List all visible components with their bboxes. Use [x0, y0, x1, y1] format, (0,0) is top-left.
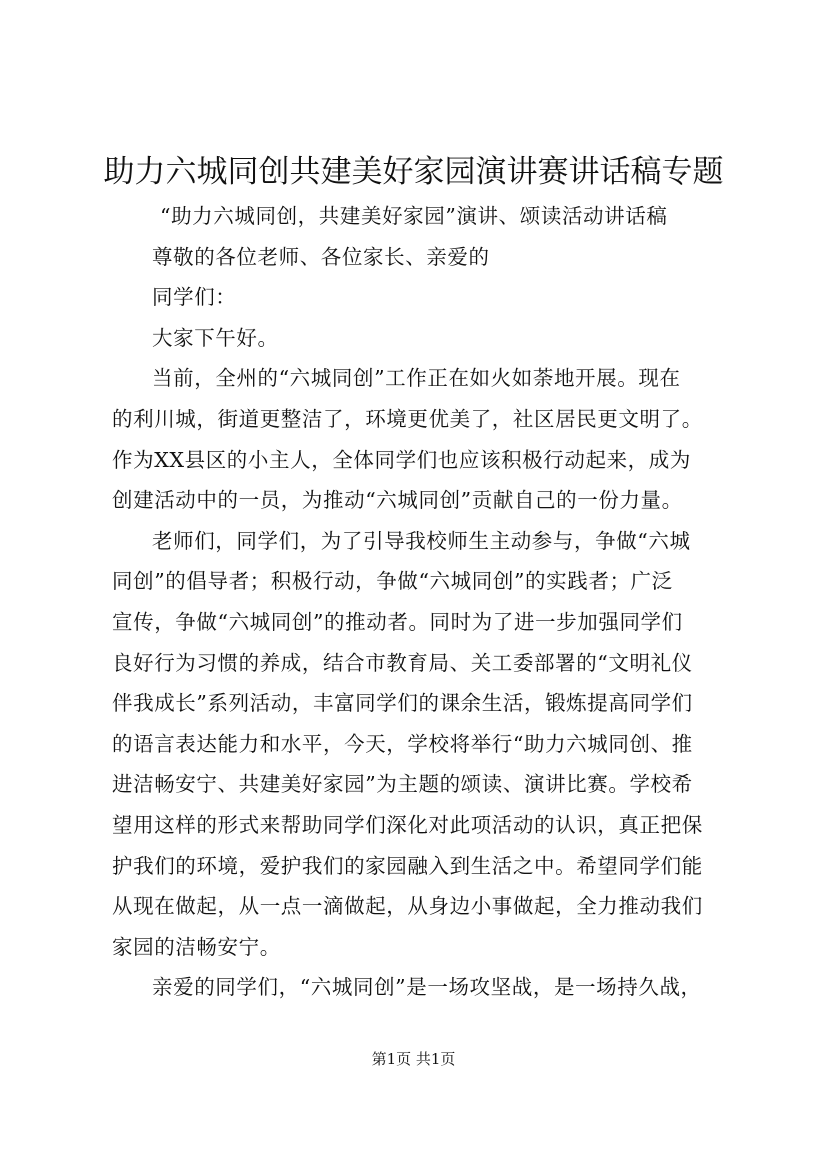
subtitle-line: “助力六城同创，共建美好家园”演讲、颂读活动讲话稿: [160, 204, 668, 228]
paragraph-line: 同创”的倡导者；积极行动，争做“六城同创”的实践者；广泛: [112, 569, 673, 594]
paragraph-line: 望用这样的形式来帮助同学们深化对此项活动的认识，真正把保: [112, 812, 703, 837]
paragraph-line: 老师们，同学们，为了引导我校师生主动参与，争做“六城: [152, 528, 691, 553]
paragraph-line: 进洁畅安宁、共建美好家园”为主题的颂读、演讲比赛。学校希: [112, 772, 693, 797]
paragraph-line: 亲爱的同学们，“六城同创”是一场攻坚战，是一场持久战，: [152, 975, 702, 1000]
paragraph-line: 的语言表达能力和水平，今天，学校将举行“助力六城同创、推: [112, 731, 693, 756]
paragraph-line: 良好行为习惯的养成，结合市教育局、关工委部署的“文明礼仪: [112, 650, 693, 675]
salutation-line: 尊敬的各位老师、各位家长、亲爱的: [152, 244, 490, 269]
paragraph-line: 从现在做起，从一点一滴做起，从身边小事做起，全力推动我们: [112, 894, 703, 919]
paragraph-line: 护我们的环境，爱护我们的家园融入到生活之中。希望同学们能: [112, 853, 703, 878]
page-footer: 第1页 共1页: [371, 1050, 456, 1068]
paragraph-line: 当前，全州的“六城同创”工作正在如火如荼地开展。现在: [152, 366, 681, 391]
greeting-line: 大家下午好。: [152, 325, 279, 350]
paragraph-line: 的利川城，街道更整洁了，环境更优美了，社区居民更文明了。: [112, 406, 703, 431]
paragraph-line: 创建活动中的一员，为推动“六城同创”贡献自己的一份力量。: [112, 488, 683, 513]
paragraph-line: 伴我成长”系列活动，丰富同学们的课余生活，锻炼提高同学们: [112, 691, 693, 716]
document-body: [112, 196, 742, 1008]
paragraph-line: 家园的洁畅安宁。: [112, 934, 281, 959]
paragraph-line: 宣传，争做“六城同创”的推动者。同时为了进一步加强同学们: [112, 609, 683, 634]
paragraph-line: 作为XX县区的小主人，全体同学们也应该积极行动起来，成为: [112, 447, 691, 472]
salutation-line: 同学们：: [152, 285, 237, 310]
document-title: 助力六城同创共建美好家园演讲赛讲话稿专题: [103, 154, 724, 190]
